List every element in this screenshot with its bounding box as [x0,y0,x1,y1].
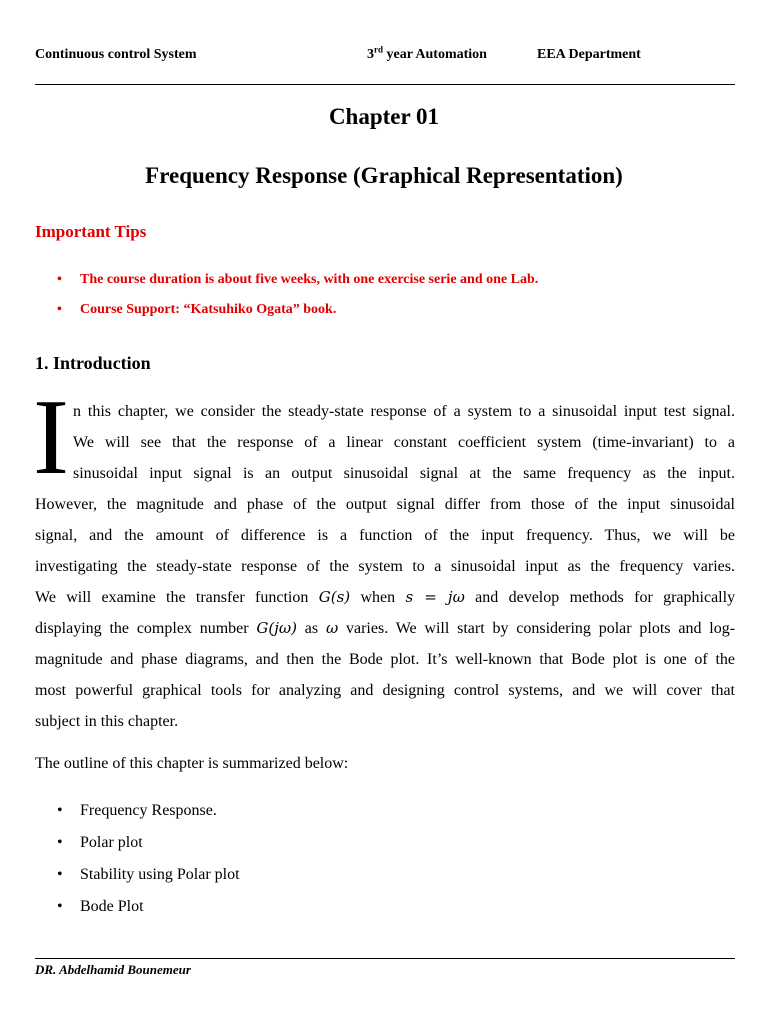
tips-item: • The course duration is about five weeks, with one exercise serie and one Lab. [35,270,735,300]
paragraph-line: n this chapter, we consider the steady-state response of a system to a sinusoidal input test signal. [73,403,735,420]
header-year-sup: rd [374,44,383,55]
math-complex-number: G(jω) [256,619,297,637]
outline-intro: The outline of this chapter is summarized below: [35,755,349,772]
paragraph-line [35,582,735,613]
section-heading [35,353,151,374]
paragraph-line: We will see that the response of a linear constant coefficient system (time-invariant) to a [73,434,735,451]
line-text: as [304,620,319,637]
math-transfer-function: G(s) [318,588,351,606]
outline-list [35,800,735,928]
page-header [35,44,735,67]
math-s-equals: s = jω [405,588,465,606]
outline-item: • Frequency Response. [35,800,735,832]
section-title: Introduction [53,353,151,373]
chapter-title: Frequency Response (Graphical Representation) [145,163,623,188]
paragraph-line: However, the magnitude and phase of the output signal differ from those of the input sinusoidal [35,496,735,513]
intro-paragraph [35,396,735,737]
drop-cap: I [33,378,69,497]
paragraph-line: sinusoidal input signal is an output sinusoidal signal at the same frequency as the input. [73,465,735,482]
paragraph-line [35,613,735,644]
header-year-num: 3 [367,47,374,62]
paragraph-line: subject in this chapter. [35,713,179,730]
tips-list [35,270,735,330]
header-rule [35,84,735,85]
line-text: displaying the complex number [35,620,249,637]
outline-item: • Stability using Polar plot [35,864,735,896]
footer-author: DR. Abdelhamid Bounemeur [35,962,191,977]
line-text: We will examine the transfer function [35,589,309,606]
header-course: Continuous control System [35,47,197,62]
chapter-label: Chapter 01 [328,104,440,129]
tips-heading: Important Tips [35,222,147,241]
line-text: varies. We will start by considering polar plots and log- [345,620,736,637]
header-department: EEA Department [537,47,641,62]
outline-item: • Bode Plot [35,896,735,928]
line-text: and develop methods for graphically [475,589,736,606]
section-number: 1. [35,353,49,373]
outline-item: • Polar plot [35,832,735,864]
tips-item: • Course Support: “Katsuhiko Ogata” book. [35,300,735,330]
paragraph-line: magnitude and phase diagrams, and then the Bode plot. It’s well-known that Bode plot is one of the [35,651,735,668]
line-text: when [360,589,396,606]
footer-rule [35,958,735,959]
math-omega: ω [325,619,339,637]
paragraph-line: most powerful graphical tools for analyzing and designing control systems, and we will cover that [35,682,735,699]
header-year [367,44,487,63]
paragraph-line: signal, and the amount of difference is a function of the input frequency. Thus, we will be [35,527,735,544]
header-year-rest: year Automation [386,47,487,62]
paragraph-line: investigating the steady-state response of the system to a sinusoidal input as the frequency varies. [35,558,735,575]
